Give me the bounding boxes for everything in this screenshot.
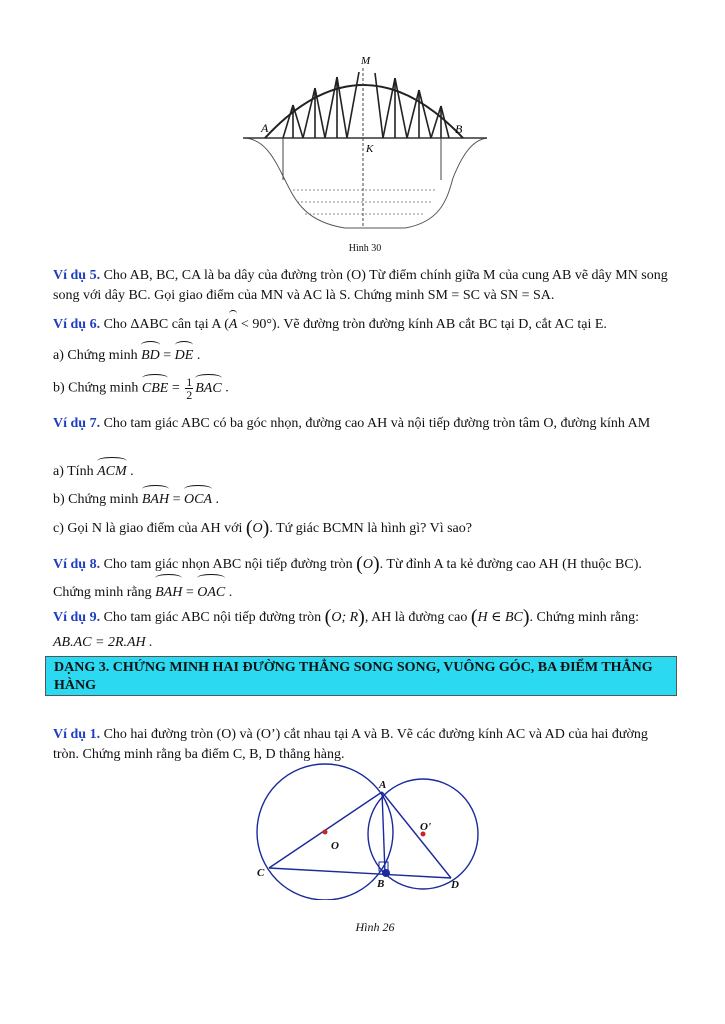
arc-bd: BD [141, 346, 160, 366]
example-6-part-b [53, 376, 673, 401]
figure-26-caption: Hình 26 [355, 920, 395, 934]
example-6-b-prefix: b) Chứng minh [53, 380, 142, 396]
label-a: A [379, 779, 387, 791]
example-1-label: Ví dụ 1. [53, 727, 101, 742]
example-1 [53, 725, 673, 765]
equals-sign: = [159, 348, 175, 363]
label-b: B [455, 122, 463, 136]
paren-open: ( [324, 606, 332, 628]
label-m: M [361, 55, 371, 67]
period: . [126, 464, 134, 479]
example-9-text-3: . Chứng minh rằng: [529, 610, 640, 625]
fraction-numerator: 1 [186, 375, 193, 389]
example-9-formula: AB.AC = 2R.AH . [53, 635, 153, 650]
paren-close: ) [262, 517, 270, 539]
figure-26-circles [245, 760, 485, 900]
example-7-b-prefix: b) Chứng minh [53, 492, 142, 507]
circle-o: O [252, 521, 263, 536]
section-heading: DẠNG 3. CHỨNG MINH HAI ĐƯỜNG THẲNG SONG SONG, VUÔNG GÓC, BA ĐIỂM THẲNG HÀNG [45, 656, 677, 696]
example-7-a-prefix: a) Tính [53, 464, 98, 479]
period: . [212, 492, 219, 507]
paren-open: ( [245, 517, 253, 539]
example-1-text: Cho hai đường tròn (O) và (O’) cắt nhau tại A và B. Vẽ các đường kính AC và AD của hai đường tròn. Chứng minh rằng ba điểm C, B, D thẳng hàng. [53, 727, 648, 762]
arc-oca: OCA [184, 490, 212, 510]
arc-bac: BAC [195, 379, 221, 399]
example-8-text: Cho tam giác nhọn ABC nội tiếp đường tròn [100, 557, 357, 572]
paren-close: ) [522, 606, 530, 628]
example-8-label: Ví dụ 8. [53, 557, 101, 572]
example-7-c-question: . Tứ giác BCMN là hình gì? Vì sao? [269, 521, 472, 536]
arc-acm: ACM [97, 462, 127, 482]
equals-sign: = [182, 585, 198, 600]
paren-open: ( [470, 606, 478, 628]
equals-sign: = [169, 492, 184, 507]
paren-close: ) [372, 553, 380, 575]
label-o: O [331, 840, 339, 852]
fraction-denominator: 2 [186, 388, 193, 402]
example-5-text: Cho AB, BC, CA là ba dây của đường tròn (O) Từ điểm chính giữa M của cung AB vẽ dây MN song song với dây BC. Gọi giao điểm của MN và AC là S. Chứng minh SM = SC và SN = SA. [53, 268, 668, 303]
h-in-bc: H ∈ BC [477, 610, 523, 625]
fraction-one-half [185, 376, 193, 401]
label-o-prime: O' [420, 821, 431, 833]
circle-o-r: O; R [331, 610, 359, 625]
example-7-text: Cho tam giác ABC có ba góc nhọn, đường cao AH và nội tiếp đường tròn tâm O, đường kính AM [100, 416, 651, 431]
example-6-a-prefix: a) Chứng minh [53, 348, 142, 363]
label-k: K [366, 143, 374, 155]
example-6 [53, 315, 673, 335]
example-9 [53, 607, 673, 628]
paren-open: ( [356, 553, 363, 575]
figure-30-caption: Hình 30 [348, 243, 382, 254]
example-5 [53, 266, 673, 306]
arc-cbe: CBE [142, 379, 168, 399]
example-6-intro: Cho ΔABC cân tại A ( [100, 317, 229, 332]
circle-o: O [362, 557, 373, 572]
label-b: B [377, 878, 385, 890]
example-8 [53, 550, 673, 607]
label-c: C [257, 867, 265, 879]
arc-bah: BAH [142, 490, 169, 510]
label-a: A [261, 121, 269, 135]
example-6-condition: < 90°). Vẽ đường tròn đường kính AB cắt BC tại D, cắt AC tại E. [237, 317, 607, 332]
angle-a: A [229, 315, 238, 335]
example-6-part-a [53, 346, 673, 366]
period: . [193, 348, 201, 363]
example-7-part-c [53, 518, 673, 539]
example-6-label: Ví dụ 6. [53, 317, 101, 332]
example-7-part-b [53, 490, 673, 510]
example-7 [53, 414, 673, 434]
example-5-label: Ví dụ 5. [53, 268, 101, 283]
example-7-c-text: c) Gọi N là giao điểm của AH với [53, 521, 246, 536]
example-9-label: Ví dụ 9. [53, 610, 101, 625]
period: . [221, 380, 229, 396]
label-d: D [451, 879, 459, 891]
example-9-text-2: , AH là đường cao [364, 610, 471, 625]
period: . [225, 585, 233, 600]
arc-bah: BAH [155, 579, 182, 607]
arc-de: DE [175, 346, 194, 366]
example-7-label: Ví dụ 7. [53, 416, 101, 431]
figure-30-bridge [235, 50, 495, 260]
example-7-part-a [53, 462, 673, 482]
equals-sign: = [168, 380, 184, 396]
paren-close: ) [358, 606, 365, 628]
example-8-text-2: . Từ đỉnh A ta kẻ đường cao AH (H thuộc BC). Chứng minh rằng [53, 557, 642, 600]
example-9-text: Cho tam giác ABC nội tiếp đường tròn [100, 610, 325, 625]
arc-oac: OAC [197, 579, 225, 607]
